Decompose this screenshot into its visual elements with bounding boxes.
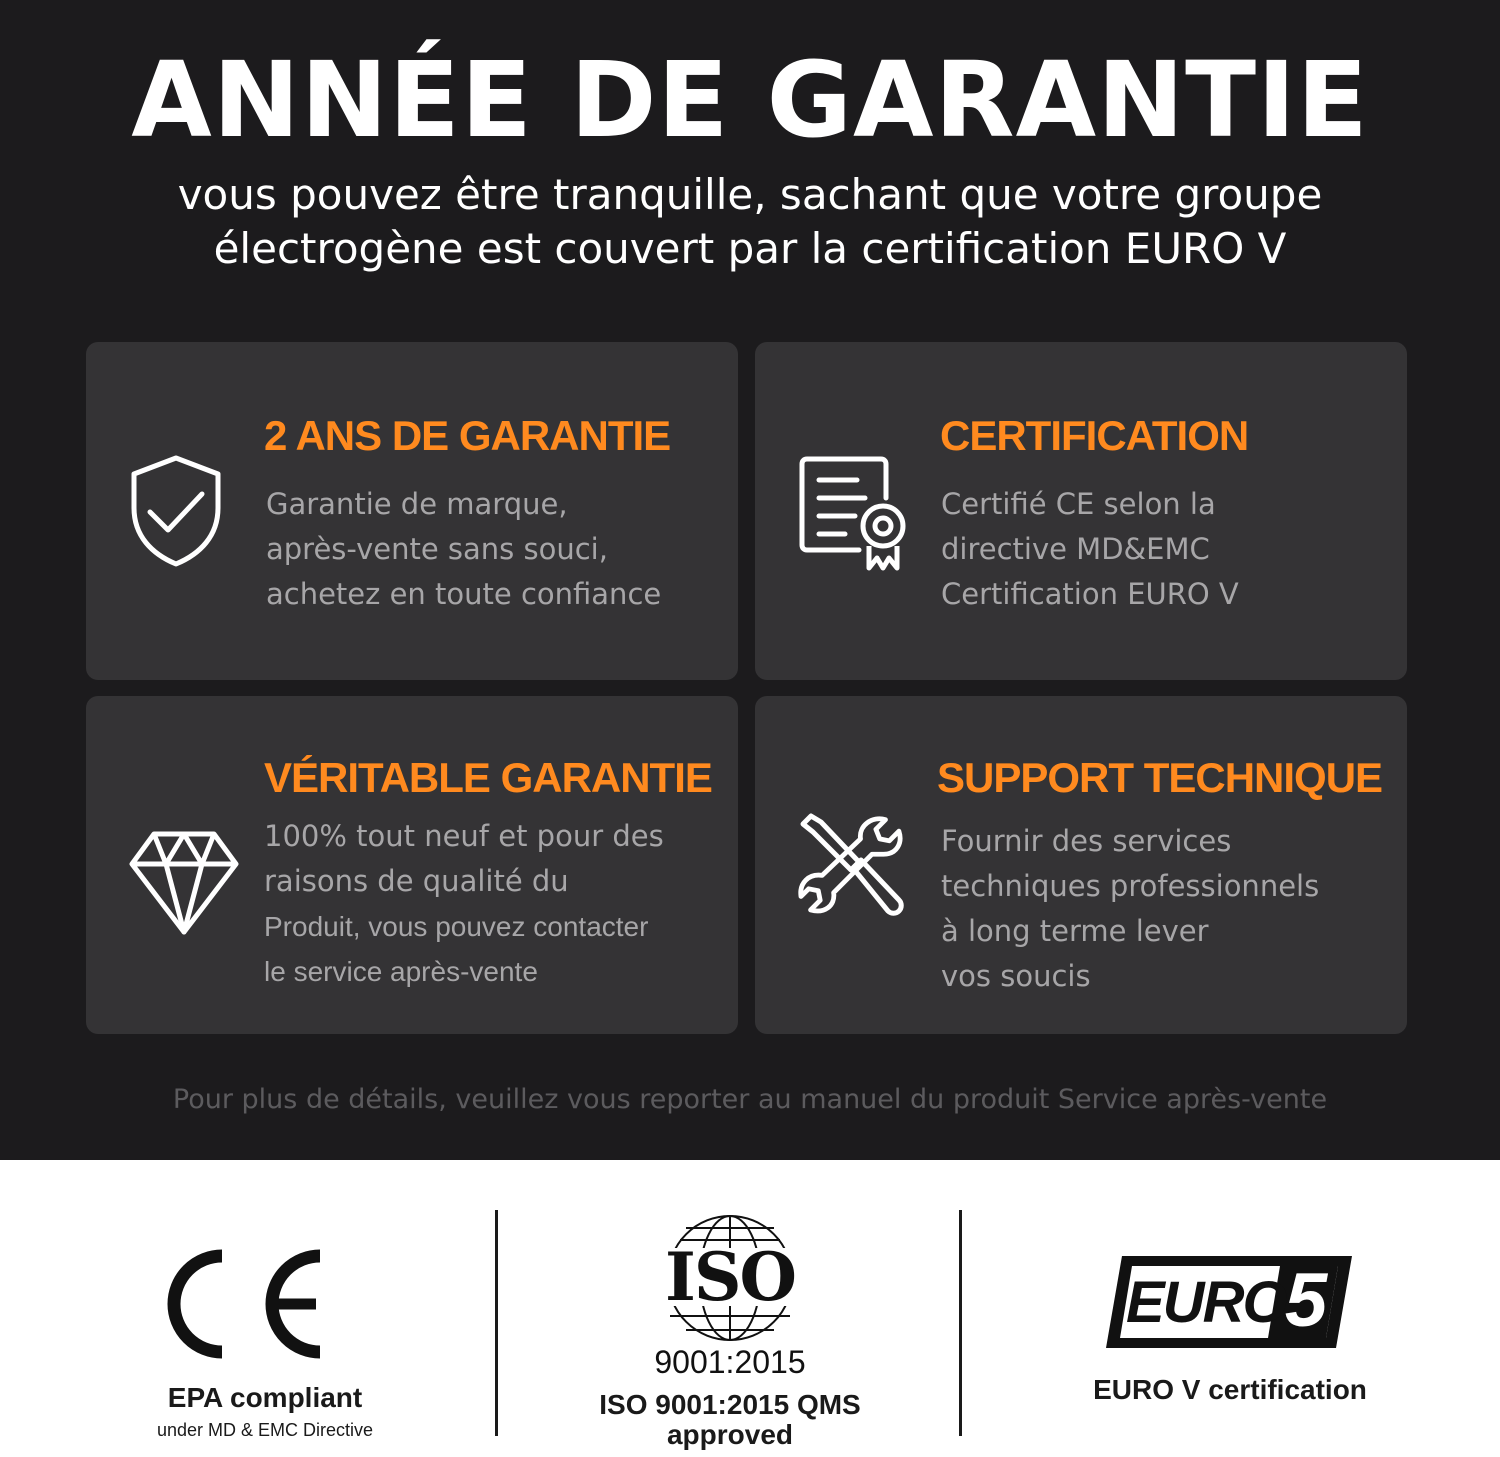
ce-subcaption: under MD & EMC Directive — [156, 1420, 374, 1440]
card-text-line: techniques professionnels — [941, 869, 1320, 903]
card-tech-support — [755, 696, 1407, 1034]
card-title: CERTIFICATION — [940, 412, 1249, 459]
card-text-line: Certifié CE selon la — [941, 487, 1216, 521]
card-text — [264, 814, 664, 994]
page-title: ANNÉE DE GARANTIE — [131, 39, 1369, 161]
footnote: Pour plus de détails, veuillez vous reporter au manuel du produit Service après-vente — [172, 1084, 1328, 1115]
card-title: 2 ANS DE GARANTIE — [264, 412, 671, 459]
card-text-line: raisons de qualité du — [264, 864, 569, 898]
euro5-logo — [1104, 1252, 1354, 1352]
euro5-logo-number: 5 — [1284, 1258, 1328, 1343]
euro5-caption: EURO V certification — [1093, 1374, 1367, 1405]
iso-caption-line-2: approved — [666, 1419, 794, 1450]
card-certification — [755, 342, 1407, 680]
card-text-line: Certification EURO V — [941, 577, 1239, 611]
subtitle-line-1: vous pouvez être tranquille, sachant que votre groupe — [177, 170, 1323, 219]
card-genuine-warranty — [86, 696, 738, 1034]
page-subtitle — [100, 168, 1400, 276]
iso-caption — [560, 1390, 900, 1450]
card-text-line: après-vente sans souci, — [266, 532, 608, 566]
ce-logo — [160, 1244, 330, 1364]
certificate-icon — [799, 454, 911, 576]
card-title: SUPPORT TECHNIQUE — [937, 754, 1383, 801]
iso-logo: ISO — [664, 1238, 796, 1316]
iso-caption-line-1: ISO 9001:2015 QMS — [599, 1389, 861, 1420]
card-text-line: Produit, vous pouvez contacter — [264, 911, 649, 942]
subtitle-line-2: électrogène est couvert par la certification EURO V — [213, 224, 1287, 273]
card-text — [266, 482, 661, 617]
card-text — [941, 482, 1239, 617]
euro5-logo-text: EURO — [1126, 1270, 1286, 1335]
card-text-line: Garantie de marque, — [266, 487, 568, 521]
card-warranty — [86, 342, 738, 680]
divider — [959, 1210, 962, 1436]
shield-check-icon — [126, 454, 226, 574]
divider — [495, 1210, 498, 1436]
tools-icon — [797, 810, 907, 924]
card-text — [941, 819, 1319, 999]
card-text-line: achetez en toute confiance — [266, 577, 662, 611]
iso-number: 9001:2015 — [654, 1344, 806, 1380]
card-text-line: le service après-vente — [264, 956, 538, 987]
card-text-line: directive MD&EMC — [941, 532, 1210, 566]
card-text-line: à long terme lever — [941, 914, 1209, 948]
card-title: VÉRITABLE GARANTIE — [264, 754, 712, 801]
ce-caption: EPA compliant — [167, 1382, 363, 1413]
card-text-line: 100% tout neuf et pour des — [264, 819, 664, 853]
card-text-line: vos soucis — [941, 959, 1091, 993]
diamond-icon — [128, 828, 240, 940]
card-text-line: Fournir des services — [941, 824, 1232, 858]
